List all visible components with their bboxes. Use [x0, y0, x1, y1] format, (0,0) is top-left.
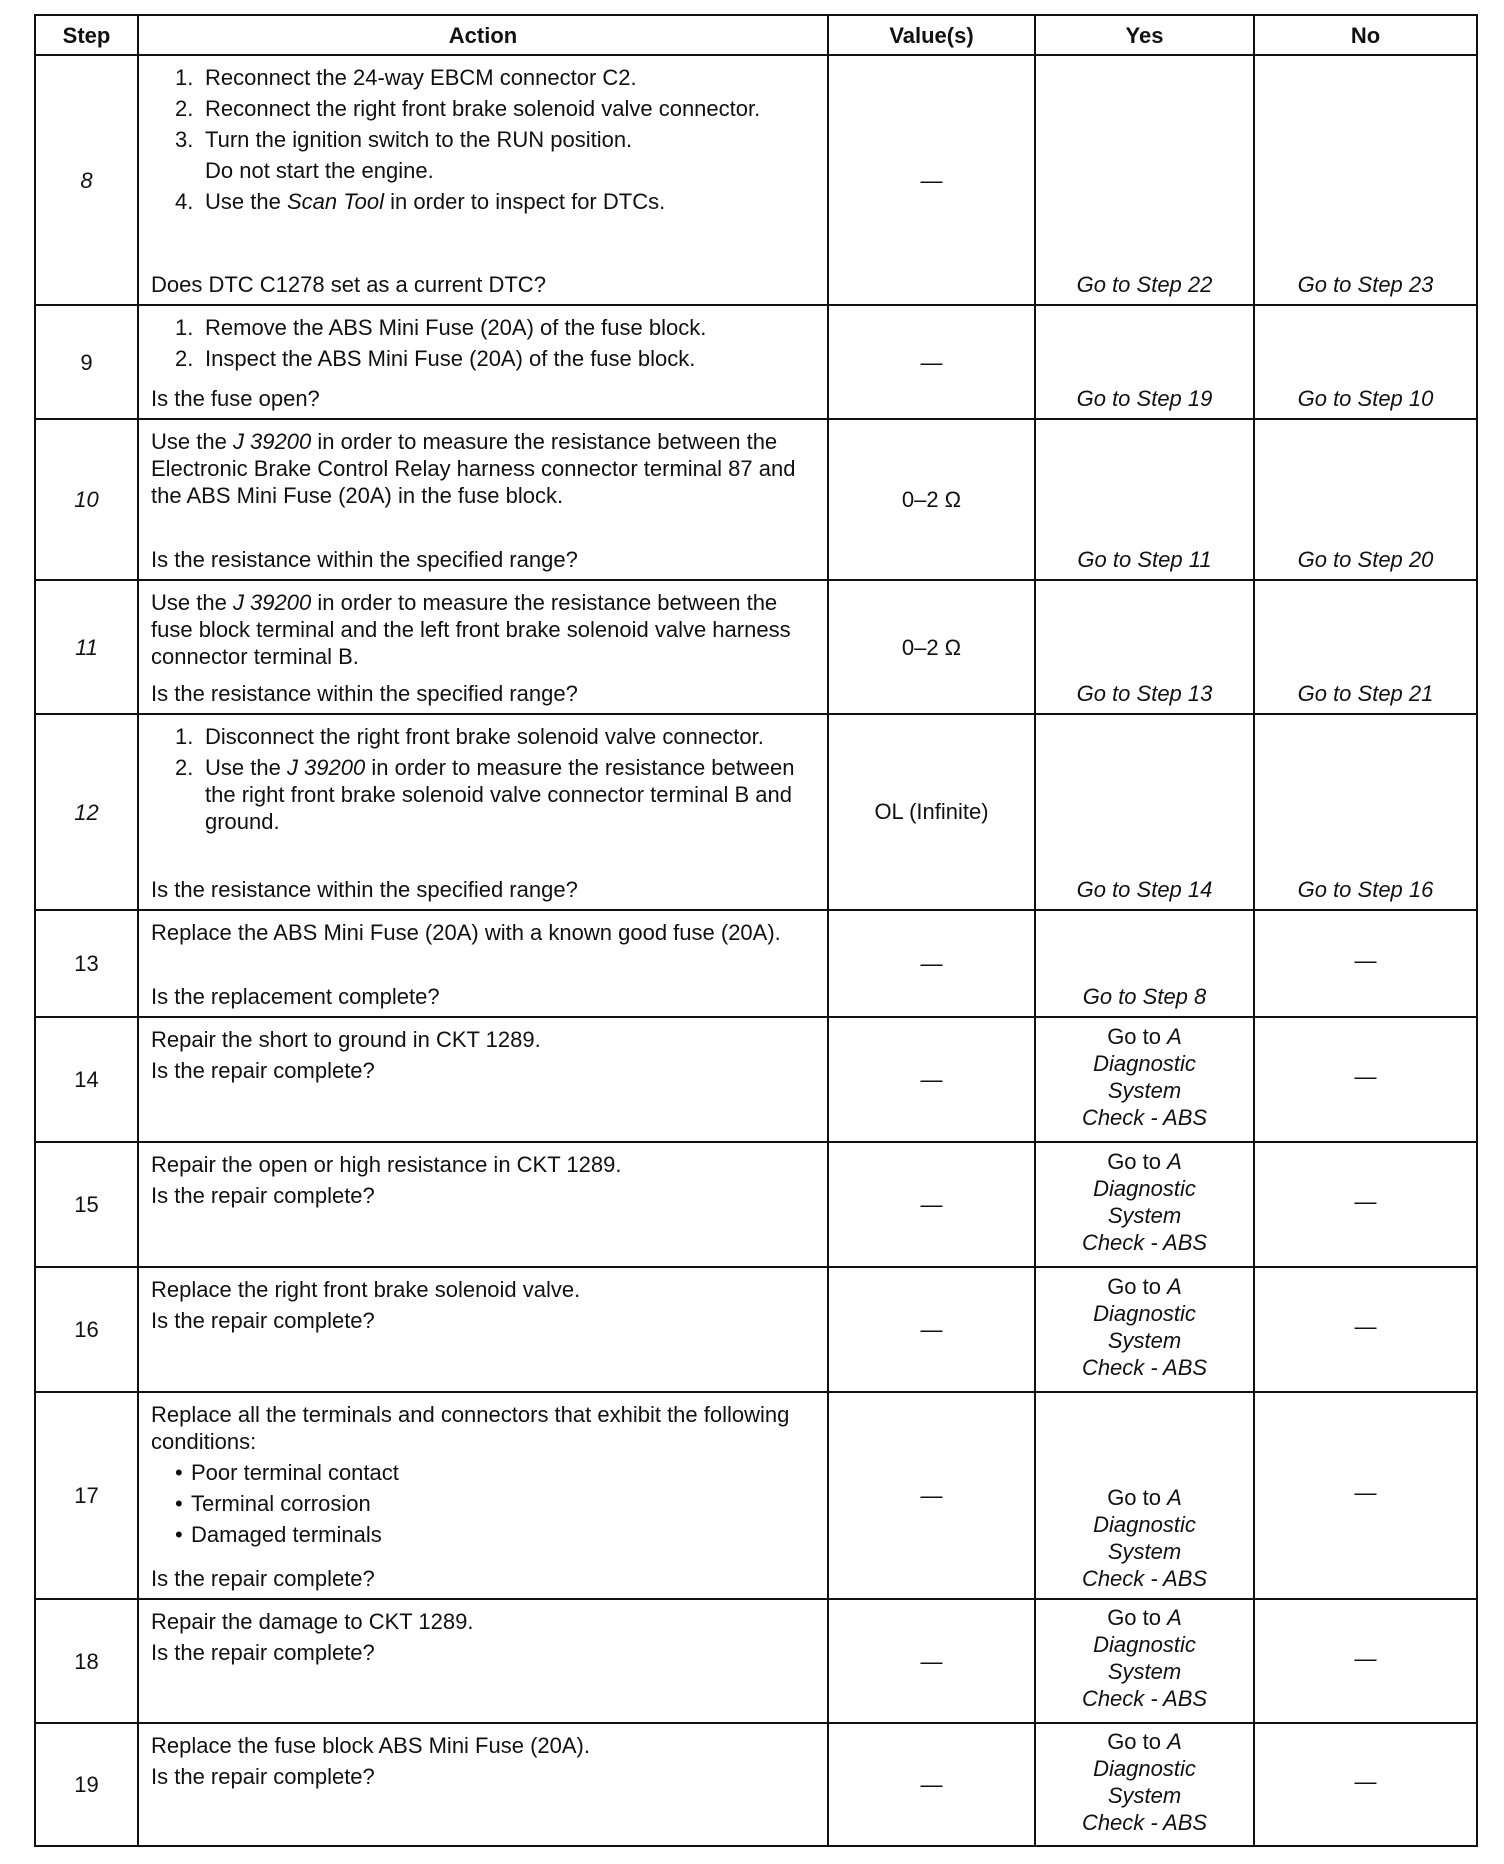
yes-cell: [1035, 55, 1254, 305]
text-segment: Use the: [151, 590, 233, 615]
action-question: Is the repair complete?: [151, 1183, 375, 1208]
step-text: [205, 126, 632, 153]
tool-name: J 39200: [232, 429, 312, 454]
yes-cell: [1035, 1599, 1254, 1723]
no-cell: [1254, 419, 1477, 580]
step-index: 1.: [175, 315, 194, 340]
text-segment: Poor terminal contact: [191, 1460, 399, 1485]
no-cell: [1254, 1392, 1477, 1599]
yes-target: A Diagnostic System Check - ABS: [1081, 1605, 1208, 1711]
table-row: [35, 910, 1477, 1017]
action-cell: [138, 1599, 828, 1723]
step-number: 13: [35, 910, 138, 1017]
action-cell: [138, 910, 828, 1017]
yes-link[interactable]: Go to Step 13: [1076, 681, 1213, 706]
step-number: 14: [35, 1017, 138, 1142]
table-row: [35, 1392, 1477, 1599]
yes-link[interactable]: [1078, 1484, 1212, 1592]
bullet-text: [191, 1459, 399, 1486]
yes-prefix: Go to: [1107, 1728, 1168, 1754]
action-steps: [151, 1149, 817, 1209]
action-cell: [138, 55, 828, 305]
action-cell: [138, 1142, 828, 1267]
action-content: [151, 1730, 817, 1839]
value-text: —: [920, 349, 943, 375]
yes-link[interactable]: Go to Step 14: [1076, 877, 1213, 902]
yes-link[interactable]: Go to Step 19: [1076, 386, 1213, 411]
no-link: —: [1354, 1480, 1377, 1505]
yes-link[interactable]: Go to Step 8: [1082, 984, 1207, 1009]
action-question: Is the resistance within the specified range?: [151, 877, 578, 902]
step-number: 17: [35, 1392, 138, 1599]
action-content: [151, 62, 817, 298]
yes-cell: [1035, 1142, 1254, 1267]
action-content: [151, 426, 817, 573]
value-cell: [828, 419, 1035, 580]
yes-prefix: Go to: [1107, 1148, 1168, 1174]
action-content: [151, 721, 817, 903]
yes-link[interactable]: [1078, 1148, 1212, 1256]
table-row: [35, 55, 1477, 305]
numbered-step: [151, 188, 817, 215]
yes-prefix: Go to: [1107, 1485, 1168, 1510]
step-number: 12: [35, 714, 138, 910]
no-link[interactable]: Go to Step 16: [1297, 877, 1434, 902]
bullet-text: [191, 1521, 382, 1548]
action-steps: [151, 1274, 817, 1334]
yes-cell: [1035, 580, 1254, 714]
step-number: 11: [35, 580, 138, 714]
step-index: 2.: [175, 755, 194, 780]
step-number: 16: [35, 1267, 138, 1392]
value-cell: [828, 580, 1035, 714]
action-steps: [151, 1606, 817, 1666]
action-text: [151, 1732, 817, 1759]
no-cell: [1254, 305, 1477, 419]
yes-prefix: Go to: [1107, 1023, 1168, 1049]
text-segment: in order to measure the resistance between the fuse block terminal and the left front brake solenoid valve harness connector terminal B.: [151, 590, 791, 669]
numbered-step: [151, 314, 817, 341]
text-segment: Inspect the ABS Mini Fuse (20A) of the fuse block.: [205, 346, 696, 371]
no-cell: [1254, 1017, 1477, 1142]
no-link: —: [1354, 948, 1377, 973]
value-cell: [828, 305, 1035, 419]
no-link: —: [1354, 1064, 1377, 1089]
table-row: [35, 1017, 1477, 1142]
no-cell: [1254, 910, 1477, 1017]
value-text: OL (Infinite): [874, 799, 989, 824]
action-cell: [138, 1723, 828, 1846]
action-content: [151, 917, 817, 1010]
table-row: [35, 1599, 1477, 1723]
step-index: 2.: [175, 346, 194, 371]
no-link: —: [1354, 1769, 1377, 1794]
action-question: Is the repair complete?: [151, 1058, 375, 1083]
bullet-text: [191, 1490, 371, 1517]
tool-name: J 39200: [232, 590, 312, 615]
bullet-item: [151, 1521, 817, 1548]
value-text: —: [920, 951, 943, 976]
table-row: [35, 580, 1477, 714]
text-segment: Damaged terminals: [191, 1522, 382, 1547]
table-row: [35, 1723, 1477, 1846]
action-question: Does DTC C1278 set as a current DTC?: [151, 272, 546, 297]
action-steps: [151, 1730, 817, 1790]
text-segment: Replace the fuse block ABS Mini Fuse (20A).: [151, 1733, 590, 1758]
action-text: [151, 1026, 817, 1053]
step-index: 1.: [175, 724, 194, 749]
yes-prefix: Go to: [1107, 1273, 1168, 1299]
action-steps: [151, 721, 817, 839]
header-action: Action: [138, 15, 828, 55]
yes-cell: [1035, 1392, 1254, 1599]
yes-link[interactable]: Go to Step 11: [1077, 547, 1212, 572]
no-link: —: [1354, 1645, 1377, 1671]
no-cell: [1254, 1142, 1477, 1267]
step-index: 4.: [175, 189, 194, 214]
action-steps: [151, 1024, 817, 1084]
step-number: 8: [35, 55, 138, 305]
value-cell: [828, 1723, 1035, 1846]
step-text: [205, 754, 817, 835]
value-text: —: [920, 1648, 943, 1674]
bullet-icon: •: [175, 1460, 183, 1485]
action-content: [151, 312, 817, 412]
yes-cell: [1035, 714, 1254, 910]
action-question: Is the resistance within the specified range?: [151, 681, 578, 706]
yes-target: A Diagnostic System Check - ABS: [1081, 1023, 1208, 1130]
header-row: [35, 15, 1477, 55]
no-link[interactable]: Go to Step 10: [1297, 386, 1434, 411]
action-steps: [151, 917, 817, 950]
text-segment: Replace the right front brake solenoid valve.: [151, 1277, 581, 1302]
text-segment: Replace all the terminals and connectors that exhibit the following conditions:: [151, 1402, 790, 1454]
table-row: [35, 419, 1477, 580]
text-segment: Use the: [205, 189, 287, 214]
step-number: 10: [35, 419, 138, 580]
step-note: [151, 157, 817, 184]
text-segment: Reconnect the 24-way EBCM connector C2.: [205, 65, 637, 90]
value-text: —: [920, 1317, 943, 1342]
yes-cell: [1035, 1017, 1254, 1142]
action-content: [151, 1149, 817, 1260]
text-segment: Repair the open or high resistance in CKT 1289.: [151, 1152, 622, 1177]
action-cell: [138, 305, 828, 419]
value-text: —: [920, 1483, 943, 1508]
action-content: [151, 1399, 817, 1592]
action-content: [151, 1024, 817, 1135]
no-link[interactable]: Go to Step 20: [1297, 547, 1434, 572]
action-steps: [151, 426, 817, 513]
text-segment: Disconnect the right front brake solenoid valve connector.: [205, 724, 764, 749]
numbered-step: [151, 126, 817, 153]
value-cell: [828, 714, 1035, 910]
no-cell: [1254, 714, 1477, 910]
yes-prefix: Go to: [1107, 1605, 1168, 1630]
action-cell: [138, 580, 828, 714]
text-segment: Turn the ignition switch to the RUN position.: [205, 127, 633, 152]
value-cell: [828, 1267, 1035, 1392]
step-index: 1.: [175, 65, 194, 90]
table-row: [35, 305, 1477, 419]
numbered-step: [151, 95, 817, 122]
action-question: Is the repair complete?: [151, 1566, 375, 1591]
no-link: —: [1354, 1189, 1377, 1214]
text-segment: Repair the damage to CKT 1289.: [151, 1609, 474, 1634]
header-no: No: [1254, 15, 1477, 55]
text-segment: Use the: [151, 429, 233, 454]
numbered-step: [151, 723, 817, 750]
text-segment: Do not start the engine.: [205, 158, 434, 183]
value-text: 0–2 Ω: [901, 487, 962, 512]
step-text: [205, 345, 695, 372]
step-text: [205, 188, 665, 215]
header-yes: Yes: [1035, 15, 1254, 55]
yes-link[interactable]: [1078, 1728, 1212, 1836]
header-step: Step: [35, 15, 138, 55]
action-question: Is the repair complete?: [151, 1308, 375, 1333]
no-link: —: [1354, 1314, 1377, 1339]
no-link[interactable]: Go to Step 23: [1297, 272, 1434, 297]
bullet-item: [151, 1490, 817, 1517]
text-segment: in order to measure the resistance between the right front brake solenoid valve connector terminal B and ground.: [205, 755, 795, 834]
action-steps: [151, 312, 817, 376]
action-question: Is the fuse open?: [151, 386, 320, 411]
action-content: [151, 1606, 817, 1716]
value-cell: [828, 1142, 1035, 1267]
action-steps: [151, 62, 817, 219]
yes-link[interactable]: [1078, 1023, 1212, 1131]
value-cell: [828, 55, 1035, 305]
step-text: [205, 723, 764, 750]
yes-cell: [1035, 1723, 1254, 1846]
yes-target: A Diagnostic System Check - ABS: [1081, 1485, 1208, 1591]
no-cell: [1254, 1599, 1477, 1723]
table-row: [35, 1142, 1477, 1267]
action-cell: [138, 1392, 828, 1599]
value-text: —: [920, 1772, 943, 1797]
value-cell: [828, 1392, 1035, 1599]
step-text: [205, 314, 706, 341]
step-number: 15: [35, 1142, 138, 1267]
step-index: 2.: [175, 96, 194, 121]
yes-cell: [1035, 910, 1254, 1017]
text-segment: in order to inspect for DTCs.: [383, 189, 666, 214]
action-text: [151, 589, 817, 670]
no-cell: [1254, 1267, 1477, 1392]
text-segment: Replace the ABS Mini Fuse (20A) with a known good fuse (20A).: [151, 920, 781, 945]
yes-target: A Diagnostic System Check - ABS: [1081, 1273, 1208, 1380]
step-text: [205, 64, 637, 91]
text-segment: Reconnect the right front brake solenoid valve connector.: [205, 96, 761, 121]
value-text: 0–2 Ω: [901, 634, 962, 660]
bullet-icon: •: [175, 1491, 183, 1516]
yes-link[interactable]: [1078, 1273, 1212, 1381]
value-cell: [828, 910, 1035, 1017]
action-text: [151, 1401, 817, 1455]
no-cell: [1254, 55, 1477, 305]
diagnostic-steps-table: [34, 14, 1478, 1847]
header-values: Value(s): [828, 15, 1035, 55]
no-cell: [1254, 1723, 1477, 1846]
action-question: Is the resistance within the specified range?: [151, 547, 578, 572]
text-segment: in order to measure the resistance between the Electronic Brake Control Relay harness connector terminal 87 and the ABS Mini Fuse (20A) in the fuse block.: [151, 429, 796, 508]
numbered-step: [151, 754, 817, 835]
action-text: [151, 1608, 817, 1635]
table-row: [35, 714, 1477, 910]
text-segment: Remove the ABS Mini Fuse (20A) of the fuse block.: [205, 315, 707, 340]
no-link[interactable]: Go to Step 21: [1297, 681, 1434, 706]
action-question: Is the repair complete?: [151, 1640, 375, 1665]
action-question: Is the replacement complete?: [151, 984, 440, 1009]
action-text: [151, 428, 817, 509]
numbered-step: [151, 345, 817, 372]
text-segment: Terminal corrosion: [191, 1491, 371, 1516]
action-steps: [151, 587, 817, 674]
yes-cell: [1035, 419, 1254, 580]
yes-link[interactable]: [1078, 1604, 1212, 1712]
action-cell: [138, 1267, 828, 1392]
action-text: [151, 1151, 817, 1178]
action-text: [151, 1276, 817, 1303]
value-text: —: [920, 1192, 943, 1217]
value-text: —: [920, 1067, 943, 1092]
text-segment: Repair the short to ground in CKT 1289.: [151, 1027, 541, 1052]
bullet-icon: •: [175, 1522, 183, 1547]
value-cell: [828, 1599, 1035, 1723]
table-row: [35, 1267, 1477, 1392]
text-segment: Use the: [205, 755, 287, 780]
step-number: 9: [35, 305, 138, 419]
step-number: 19: [35, 1723, 138, 1846]
yes-target: A Diagnostic System Check - ABS: [1081, 1728, 1208, 1835]
action-steps: [151, 1399, 817, 1552]
action-content: [151, 1274, 817, 1385]
bullet-item: [151, 1459, 817, 1486]
numbered-step: [151, 64, 817, 91]
tool-name: Scan Tool: [286, 189, 384, 214]
tool-name: J 39200: [286, 755, 366, 780]
value-cell: [828, 1017, 1035, 1142]
value-text: —: [920, 167, 943, 193]
yes-cell: [1035, 1267, 1254, 1392]
yes-cell: [1035, 305, 1254, 419]
action-cell: [138, 714, 828, 910]
action-cell: [138, 419, 828, 580]
step-number: 18: [35, 1599, 138, 1723]
yes-target: A Diagnostic System Check - ABS: [1081, 1148, 1208, 1255]
action-content: [151, 587, 817, 707]
action-question: Is the repair complete?: [151, 1764, 375, 1789]
no-cell: [1254, 580, 1477, 714]
action-text: [151, 919, 817, 946]
action-cell: [138, 1017, 828, 1142]
step-index: 3.: [175, 127, 194, 152]
yes-link[interactable]: Go to Step 22: [1076, 272, 1213, 297]
step-text: [205, 95, 760, 122]
